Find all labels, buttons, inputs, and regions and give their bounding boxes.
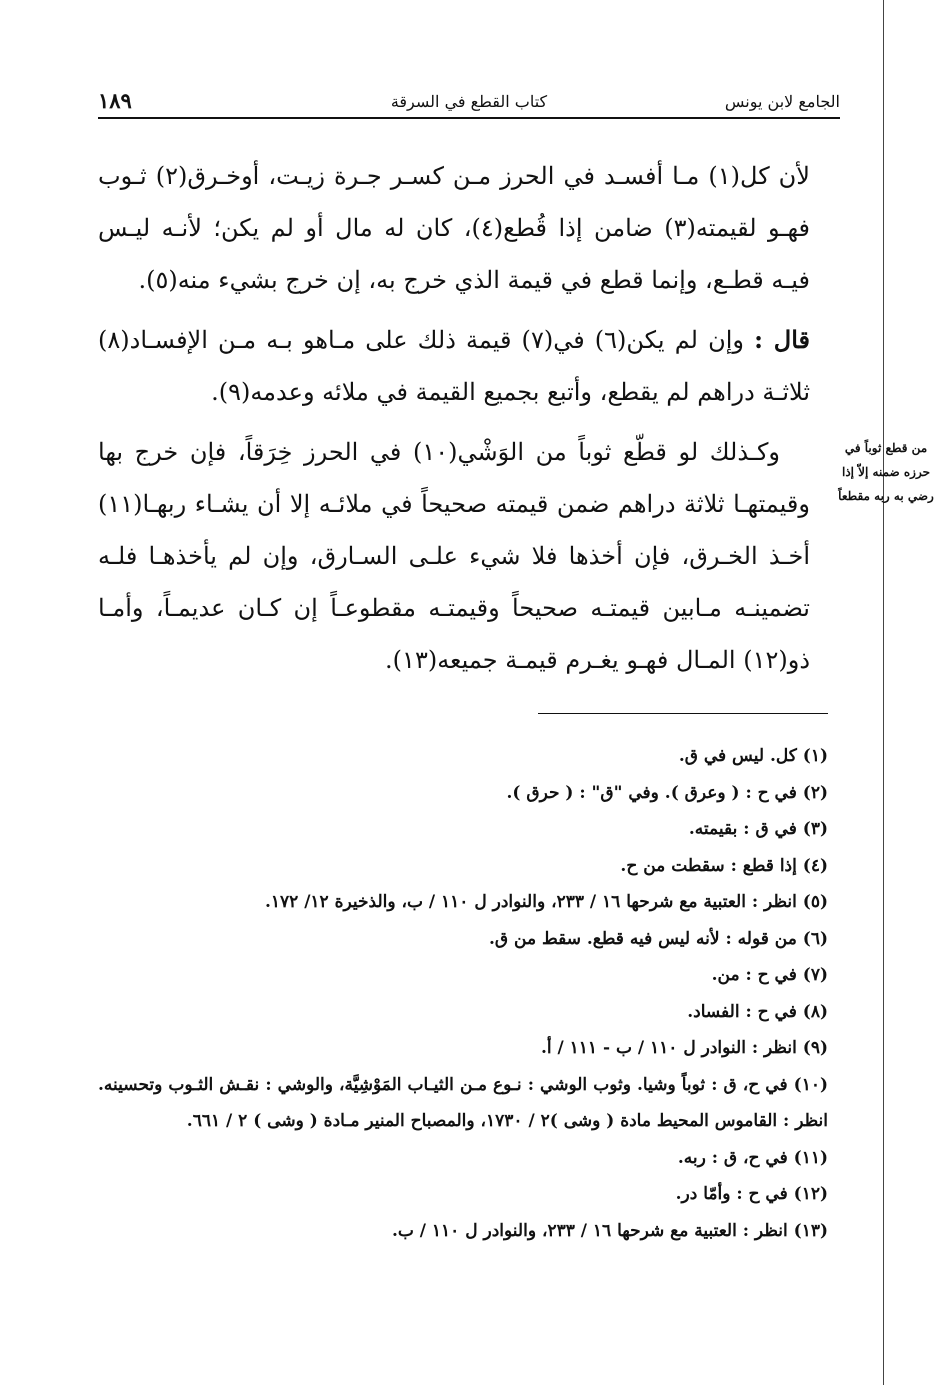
footnote: (٦) من قوله : لأنه ليس فيه قطع. سقط من ق.: [488, 928, 828, 949]
chapter-title: كتاب القطع في السرقة: [390, 92, 548, 111]
margin-note-line: حرزه ضمنه إلاّ إذا: [841, 465, 931, 479]
paragraph: لأن كل(١) مـا أفسـد في الحرز مـن كسـر جـرة زيـت، أوخـرق(٢) ثـوب فهـو لقيمته(٣) ضامن إذا قُطع(٤)، كان له مال أو لم يكن؛ لأنـه ليـس فيـه قطـع، وإنما قطع في قيمة الذي خرج به، إن خرج بشيء منه(٥).: [98, 162, 810, 294]
paragraph-text: وإن لم يكن(٦) في(٧) قيمة ذلك على مـاهو بـه مـن الإفسـاد(٨) ثلاثـة دراهم لم يقطع، وأتبع بجميع القيمة في ملائه وعدمه(٩).: [98, 326, 810, 406]
margin-rule: [883, 0, 884, 1385]
lead-word: قال :: [754, 325, 811, 354]
footnote: (١٣) انظر : العتبية مع شرحها ١٦ / ٢٣٣، والنوادر ل ١١٠ / ب.: [391, 1220, 828, 1241]
margin-note: [838, 436, 934, 508]
footnote: (١٠) في ح، ق : ثوباً وشيا. وثوب الوشي : نـوع مـن الثيـاب المَوْشِيَّة، والوشي : نقـش الثـوب وتحسينه. انظر : القاموس المحيط مادة ( وشى )٢ / ١٧٣٠، والمصباح المنير مـادة ( وشى ) ٢ / ٦٦١.: [98, 1074, 828, 1131]
main-text: [98, 150, 810, 694]
footnote: (١٢) في ح : وأمّا در.: [675, 1184, 828, 1204]
footnote: (٧) في ح : من.: [711, 965, 828, 985]
footnote: (٢) في ح : ( وعرق ). وفي "ق" : ( حرق ).: [506, 782, 828, 803]
header-rule: [98, 117, 840, 119]
paragraph: وكـذلك لو قطّع ثوباً من الوَشْي(١٠) في الحرز خِرَقاً، فإن خرج بها وقيمتهـا ثلاثة دراهم ضمن قيمته صحيحاً في ملائـه إلا أن يشـاء ربهـا(١١) أخـذ الخـرق، فإن أخذها فلا شيء علـى السـارق، وإن لم يأخذهـا فلـه تضمينـه مـابين قيمتـه صحيحاً وقيمتـه مقطوعـاً إن كـان عديمـاً، وأمـا ذو(١٢) المـال فهـو يغـرم قيمـة جميعه(١٣).: [98, 438, 810, 674]
footnote-separator: [538, 713, 828, 714]
footnote: (٨) في ح : الفساد.: [687, 1001, 828, 1022]
footnote: (٩) انظر : النوادر ل ١١٠ / ب - ١١١ / أ.: [540, 1038, 828, 1058]
paragraph: [98, 314, 810, 418]
footnote: (٥) انظر : العتبية مع شرحها ١٦ / ٢٣٣، والنوادر ل ١١٠ / ب، والذخيرة ١٢/ ١٧٢.: [264, 892, 828, 912]
running-header: [98, 88, 840, 116]
margin-note-line: رضي به ربه مقطعاً: [838, 489, 934, 503]
footnotes: [98, 738, 828, 1249]
footnote: (١١) في ح، ق : ربه.: [677, 1147, 828, 1168]
footnote: (٤) إذا قطع : سقطت من ح.: [620, 855, 828, 876]
page-number: ١٨٩: [98, 88, 132, 113]
book-title: الجامع لابن يونس: [724, 92, 840, 111]
margin-note-line: من قطع ثوباً في: [844, 441, 928, 455]
footnote: (١) كل. ليس في ق.: [678, 746, 828, 766]
footnote: (٣) في ق : بقيمته.: [688, 819, 828, 839]
